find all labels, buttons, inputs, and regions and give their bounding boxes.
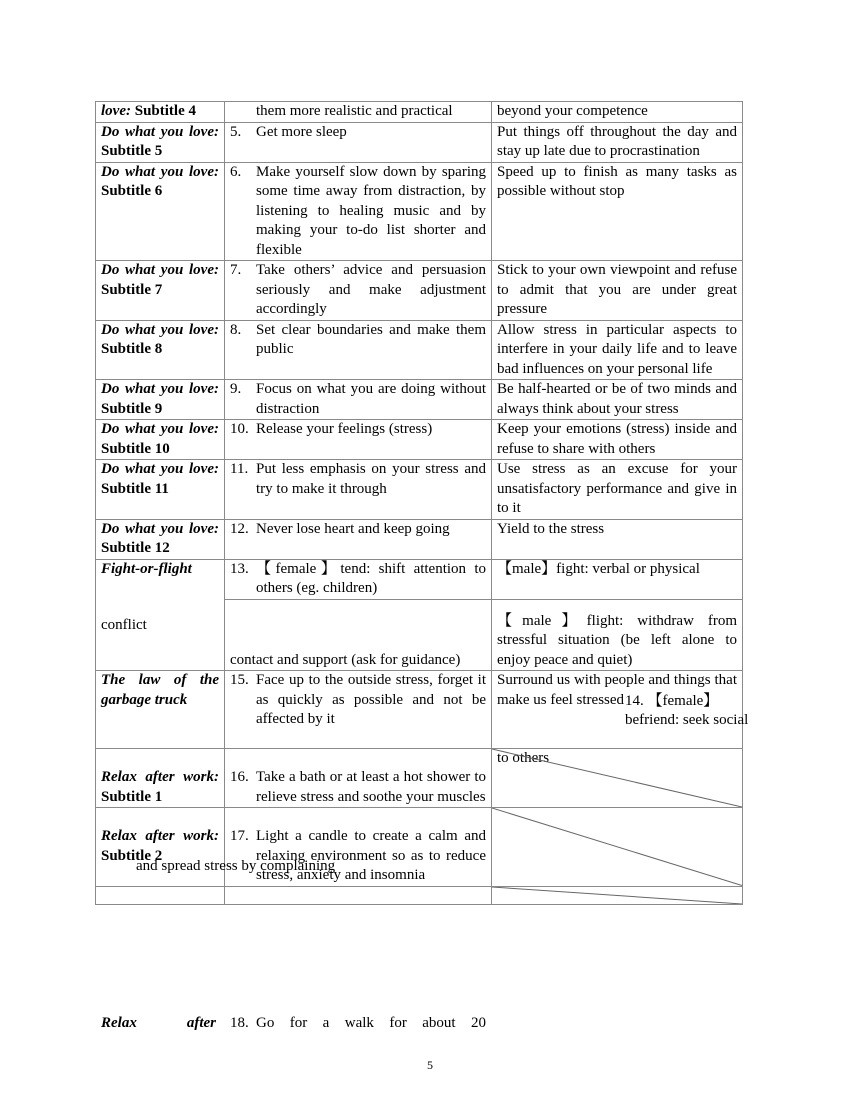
empty-cell: [492, 749, 743, 808]
table-row: [96, 460, 743, 520]
last-row-label: Relax after: [101, 1015, 216, 1031]
row-contrast: 【male】flight: withdraw from stressful situation (be left alone to enjoy peace and quiet): [492, 599, 743, 671]
row-label: Do what you love: Subtitle 5: [96, 122, 225, 162]
table-row: [96, 886, 743, 904]
row-label: Do what you love: Subtitle 10: [96, 420, 225, 460]
table-row: [96, 122, 743, 162]
empty-cell: [96, 886, 225, 904]
conflict-label: conflict: [101, 617, 147, 633]
diagonal-line: [492, 749, 742, 807]
row-contrast: Allow stress in particular aspects to interfere in your daily life and to leave bad influences on your personal life: [492, 320, 743, 380]
last-row-advice: 18. Go for a walk for about 20: [230, 1015, 486, 1031]
table-row: [96, 102, 743, 123]
empty-cell: [225, 886, 492, 904]
row-label: Relax after work: Subtitle 1: [96, 749, 225, 808]
row-contrast: Surround us with people and things that make us feel stressed: [492, 671, 743, 749]
row-advice: 16. Take a bath or at least a hot shower to relieve stress and soothe your muscles: [225, 749, 492, 808]
table-row: [96, 749, 743, 808]
row-contrast: beyond your competence: [492, 102, 743, 123]
table-row: [96, 519, 743, 559]
spread-continuation-left: and spread stress by complaining: [136, 858, 336, 874]
empty-cell: [492, 808, 743, 887]
row-advice: 12. Never lose heart and keep going: [225, 519, 492, 559]
row-advice: 5. Get more sleep: [225, 122, 492, 162]
empty-cell: [492, 886, 743, 904]
row-contrast: Stick to your own viewpoint and refuse to admit that you are under great pressure: [492, 261, 743, 321]
row-label: Do what you love: Subtitle 9: [96, 380, 225, 420]
table-row: [96, 320, 743, 380]
diagonal-line: [492, 808, 742, 886]
row-advice: 8. Set clear boundaries and make them public: [225, 320, 492, 380]
table-row: [96, 380, 743, 420]
row-contrast: Be half-hearted or be of two minds and always think about your stress: [492, 380, 743, 420]
table-row: [96, 261, 743, 321]
table-row: [96, 162, 743, 261]
row-contrast: Yield to the stress: [492, 519, 743, 559]
spread-continuation-right: to others: [497, 750, 550, 766]
row-label: Do what you love: Subtitle 12: [96, 519, 225, 559]
row-contrast: Put things off throughout the day and stay up late due to procrastination: [492, 122, 743, 162]
page-number: 5: [427, 1058, 433, 1072]
row-label: The law of the garbage truck: [96, 671, 225, 749]
row-label: Do what you love: Subtitle 8: [96, 320, 225, 380]
row-advice: 13. 【female】tend: shift attention to others (eg. children): [225, 559, 492, 599]
row-label: Do what you love: Subtitle 6: [96, 162, 225, 261]
row-contrast: Keep your emotions (stress) inside and refuse to share with others: [492, 420, 743, 460]
row-advice: them more realistic and practical: [225, 102, 492, 123]
row-label: love: Subtitle 4: [96, 102, 225, 123]
fight-label: Fight-or-flight conflict: [96, 559, 225, 671]
row-contrast: Speed up to finish as many tasks as possible without stop: [492, 162, 743, 261]
row-advice: 11. Put less emphasis on your stress and try to make it through: [225, 460, 492, 520]
row-advice: 7. Take others’ advice and persuasion seriously and make adjustment accordingly: [225, 261, 492, 321]
diagonal-line: [492, 887, 742, 904]
row-advice: 10. Release your feelings (stress): [225, 420, 492, 460]
row-label: Do what you love: Subtitle 11: [96, 460, 225, 520]
row-label: Do what you love: Subtitle 7: [96, 261, 225, 321]
stress-table: [95, 101, 743, 905]
row-advice: 17. Light a candle to create a calm and relaxing environment so as to reduce stress, anxiety and insomnia: [225, 808, 492, 887]
row-contrast: 【male】fight: verbal or physical: [492, 559, 743, 599]
table-row: [96, 420, 743, 460]
row-advice: 6. Make yourself slow down by sparing some time away from distraction, by listening to healing music and by making your to-do list shorter and flexible: [225, 162, 492, 261]
row-contrast: Use stress as an excuse for your unsatisfactory performance and give in to it: [492, 460, 743, 520]
table-row: [96, 559, 743, 599]
row-advice: [225, 599, 492, 671]
item-14-overflow: 14. 【female】befriend: seek social: [625, 693, 749, 728]
item-14-continuation: contact and support (ask for guidance): [230, 651, 461, 668]
row-advice: 9. Focus on what you are doing without distraction: [225, 380, 492, 420]
row-advice: 15. Face up to the outside stress, forget it as quickly as possible and not be affected by it: [225, 671, 492, 749]
row-label: Relax after work: Subtitle 2: [96, 808, 225, 887]
